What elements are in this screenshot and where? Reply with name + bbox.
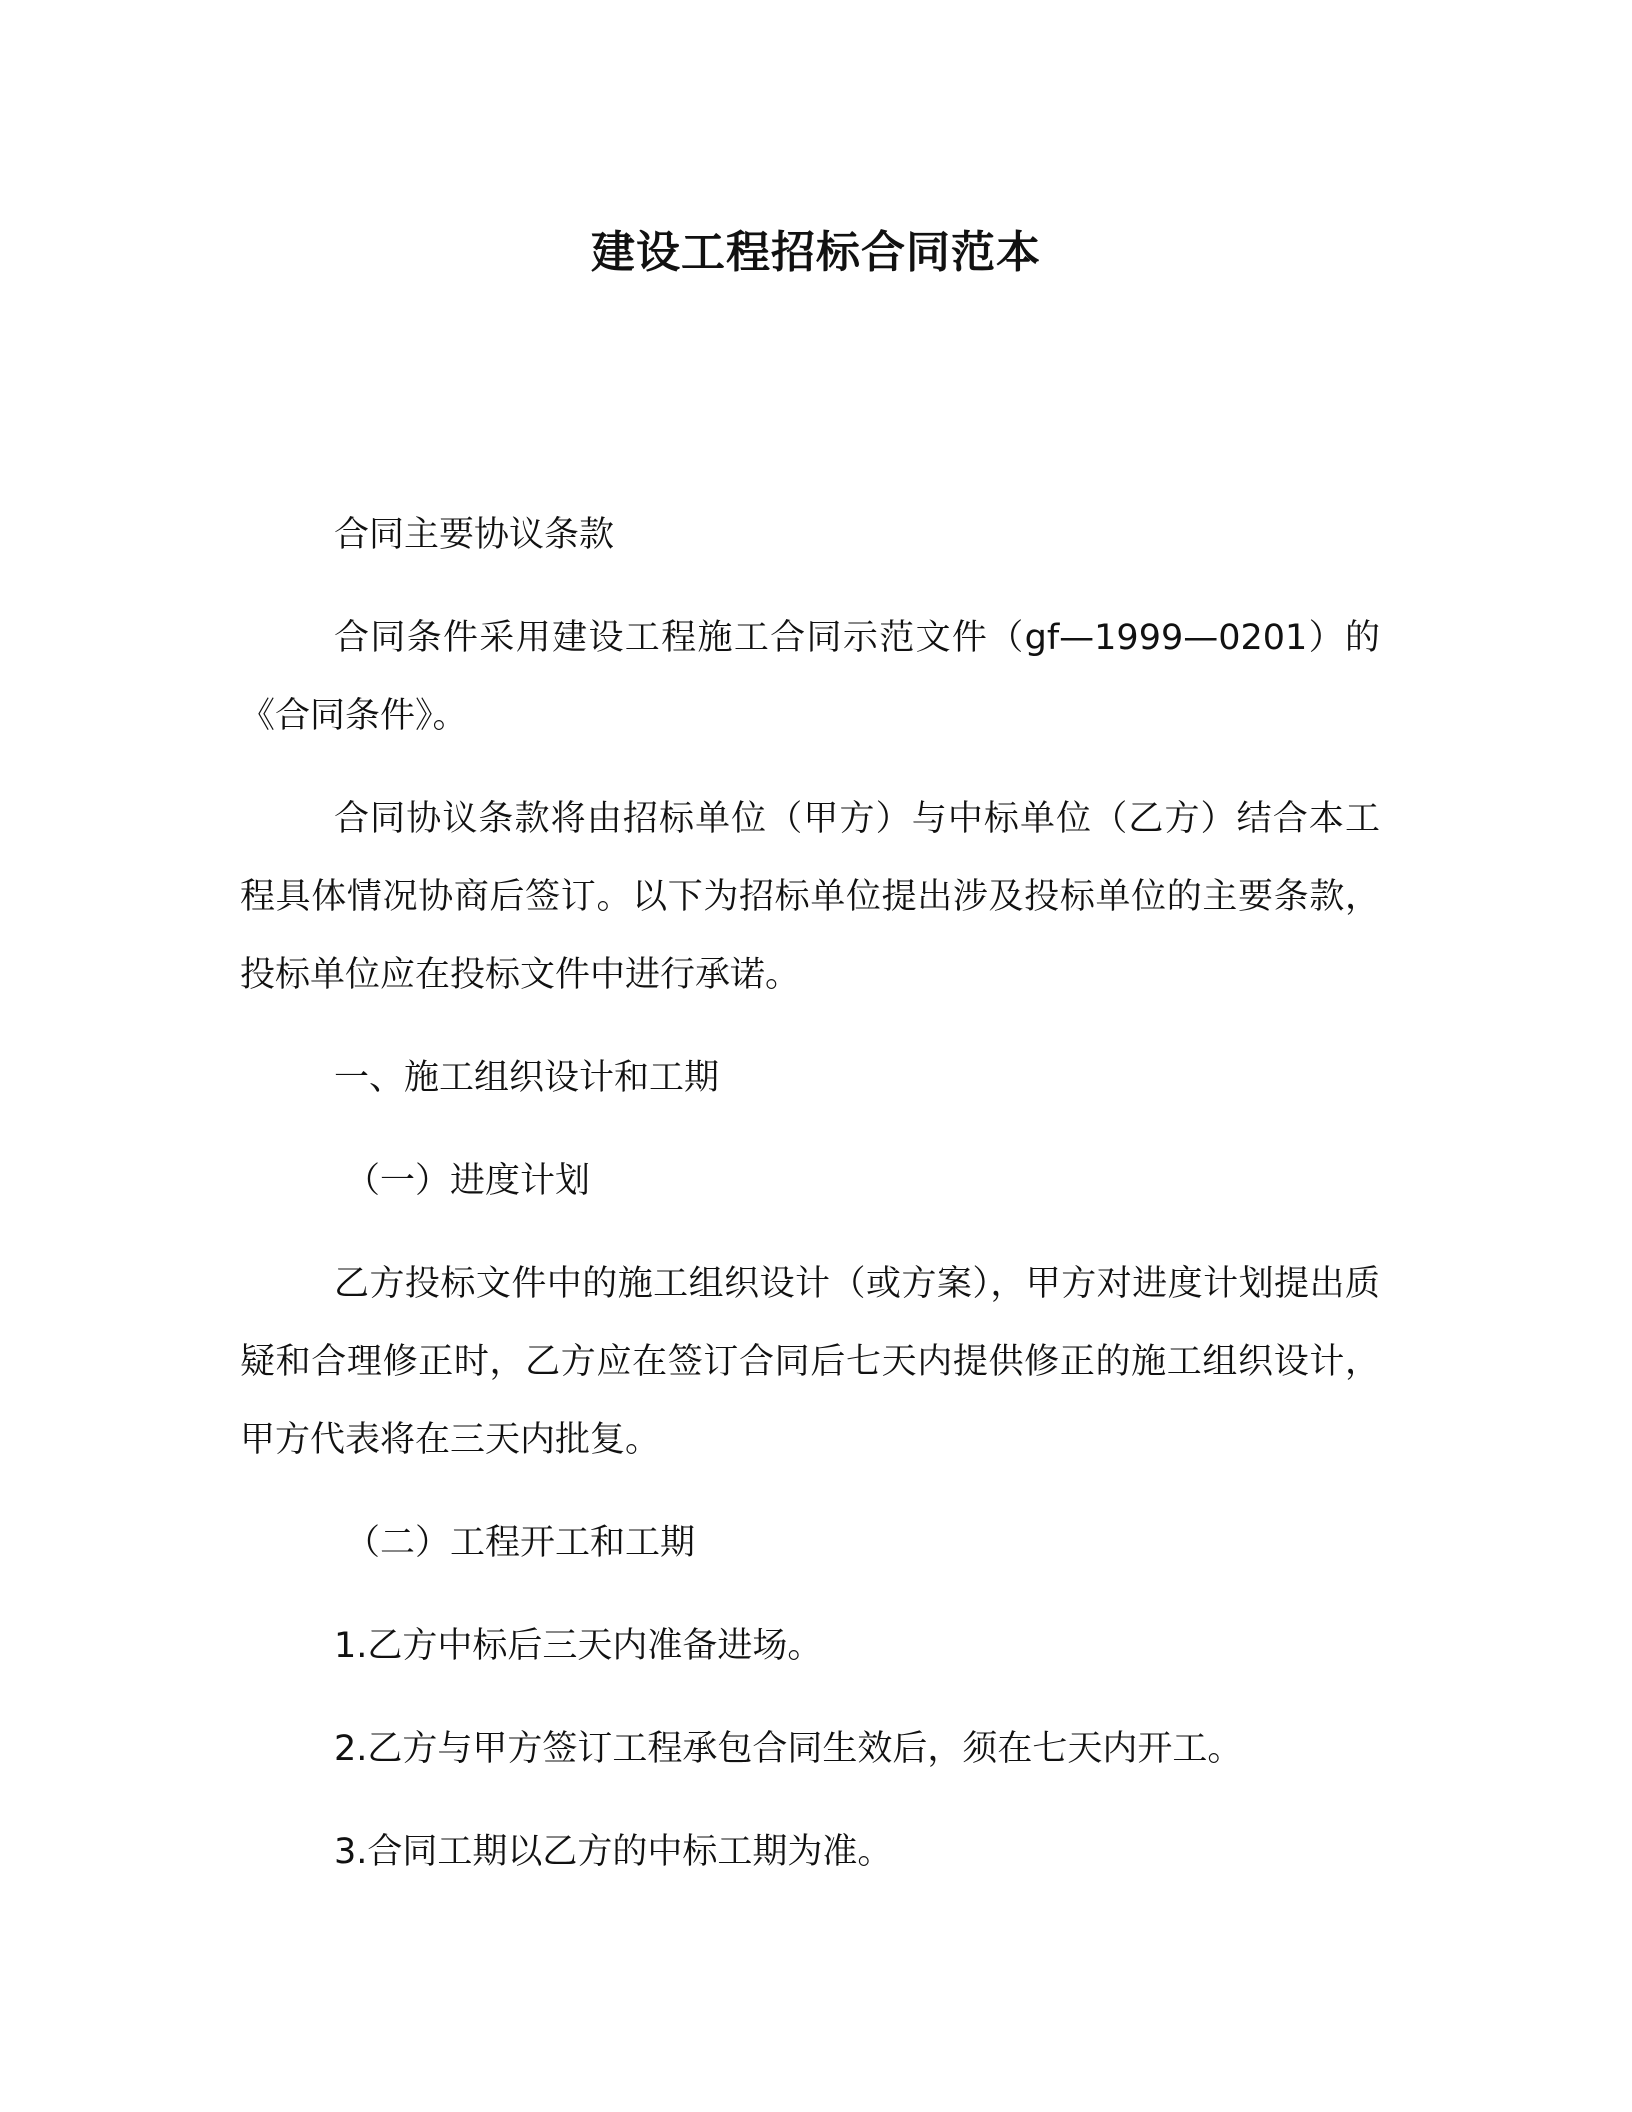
list-item-3: 3.合同工期以乙方的中标工期为准。 <box>334 1832 893 1872</box>
paragraph-contract-conditions: 合同条件采用建设工程施工合同示范文件（gf—1999—0201）的《合同条件》。 <box>240 618 1380 736</box>
subheading-progress-plan: （一）进度计划 <box>345 1161 591 1201</box>
document-title: 建设工程招标合同范本 <box>591 227 1041 278</box>
section-heading-main-terms: 合同主要协议条款 <box>334 515 615 555</box>
list-item-2: 2.乙方与甲方签订工程承包合同生效后，须在七天内开工。 <box>334 1729 1243 1769</box>
paragraph-agreement-terms: 合同协议条款将由招标单位（甲方）与中标单位（乙方）结合本工程具体情况协商后签订。以下为招标单位提出涉及投标单位的主要条款，投标单位应在投标文件中进行承诺。 <box>240 799 1380 995</box>
paragraph-progress-plan: 乙方投标文件中的施工组织设计（或方案），甲方对进度计划提出质疑和合理修正时，乙方应在签订合同后七天内提供修正的施工组织设计，甲方代表将在三天内批复。 <box>240 1264 1380 1460</box>
section-heading-construction-schedule: 一、施工组织设计和工期 <box>334 1058 720 1098</box>
subheading-start-and-duration: （二）工程开工和工期 <box>345 1523 696 1563</box>
list-item-1: 1.乙方中标后三天内准备进场。 <box>334 1626 823 1666</box>
document-body <box>240 496 1380 1916</box>
